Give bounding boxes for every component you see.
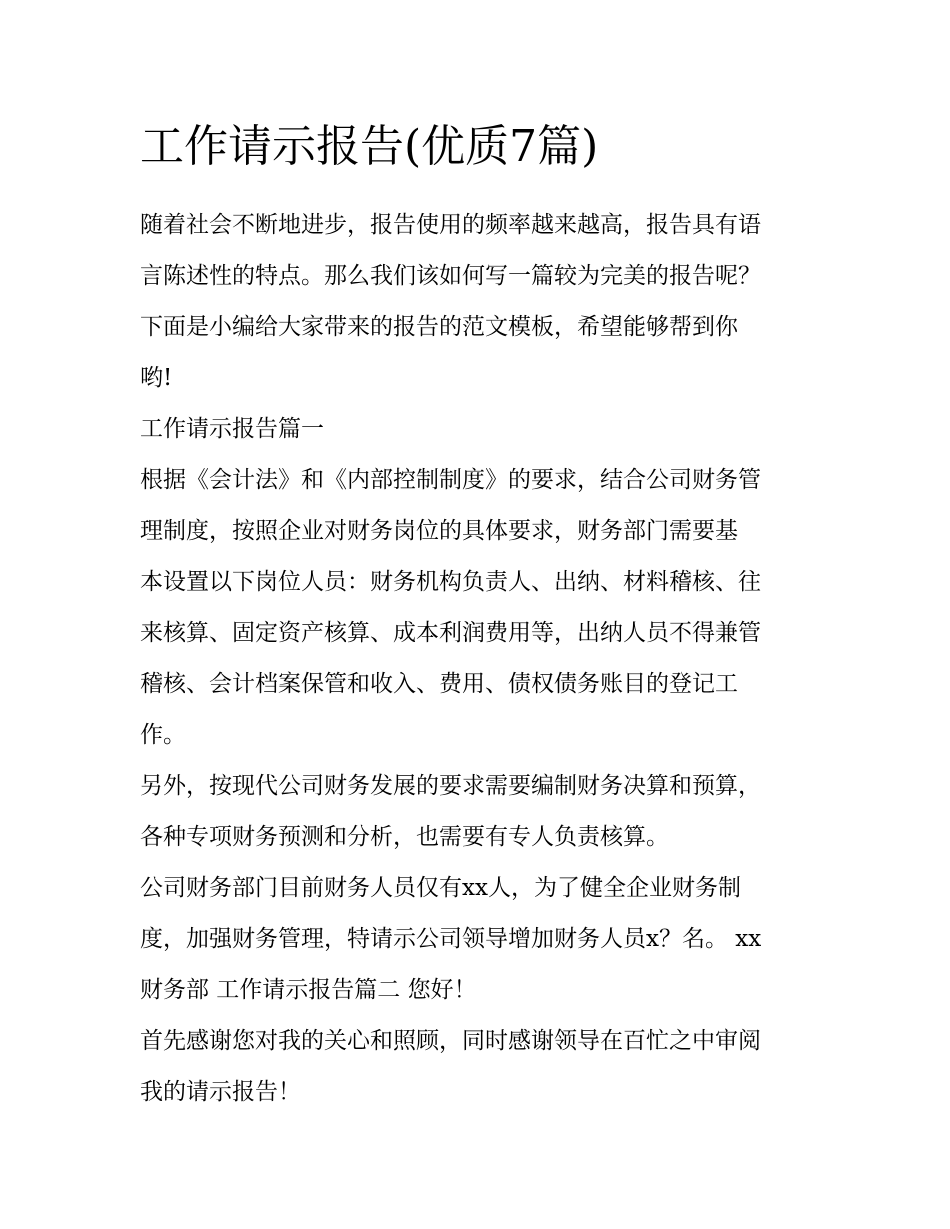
document-body xyxy=(140,200,820,1118)
body-line-11: 作。 xyxy=(140,722,186,748)
body-line-9: 来核算、固定资产核算、成本利润费用等，出纳人员不得兼管 xyxy=(140,620,761,646)
body-line-17: 首先感谢您对我的关心和照顾，同时感谢领导在百忙之中审阅 xyxy=(140,1028,761,1054)
body-line-8: 本设置以下岗位人员：财务机构负责人、出纳、材料稽核、往 xyxy=(140,569,761,595)
body-line-10: 稽核、会计档案保管和收入、费用、债权债务账目的登记工 xyxy=(140,671,738,697)
body-line-18: 我的请示报告！ xyxy=(140,1079,301,1105)
body-line-16: 财务部 工作请示报告篇二 您好！ xyxy=(140,977,477,1003)
body-line-3: 下面是小编给大家带来的报告的范文模板，希望能够帮到你 xyxy=(140,314,738,340)
body-line-14: 公司财务部门目前财务人员仅有xx人，为了健全企业财务制 xyxy=(140,875,741,901)
body-line-1: 随着社会不断地进步，报告使用的频率越来越高，报告具有语 xyxy=(140,212,761,238)
body-line-13: 各种专项财务预测和分析，也需要有专人负责核算。 xyxy=(140,824,669,850)
body-line-15: 度，加强财务管理，特请示公司领导增加财务人员x？名。 xx xyxy=(140,926,762,952)
body-line-12: 另外，按现代公司财务发展的要求需要编制财务决算和预算， xyxy=(140,773,761,799)
document-title: 工作请示报告(优质7篇) xyxy=(140,121,599,172)
section-heading-1: 工作请示报告篇一 xyxy=(140,416,324,442)
body-line-6: 根据《会计法》和《内部控制制度》的要求，结合公司财务管 xyxy=(140,467,761,493)
body-line-4: 哟! xyxy=(140,365,173,391)
body-line-2: 言陈述性的特点。那么我们该如何写一篇较为完美的报告呢？ xyxy=(140,263,761,289)
body-line-7: 理制度，按照企业对财务岗位的具体要求，财务部门需要基 xyxy=(140,518,738,544)
